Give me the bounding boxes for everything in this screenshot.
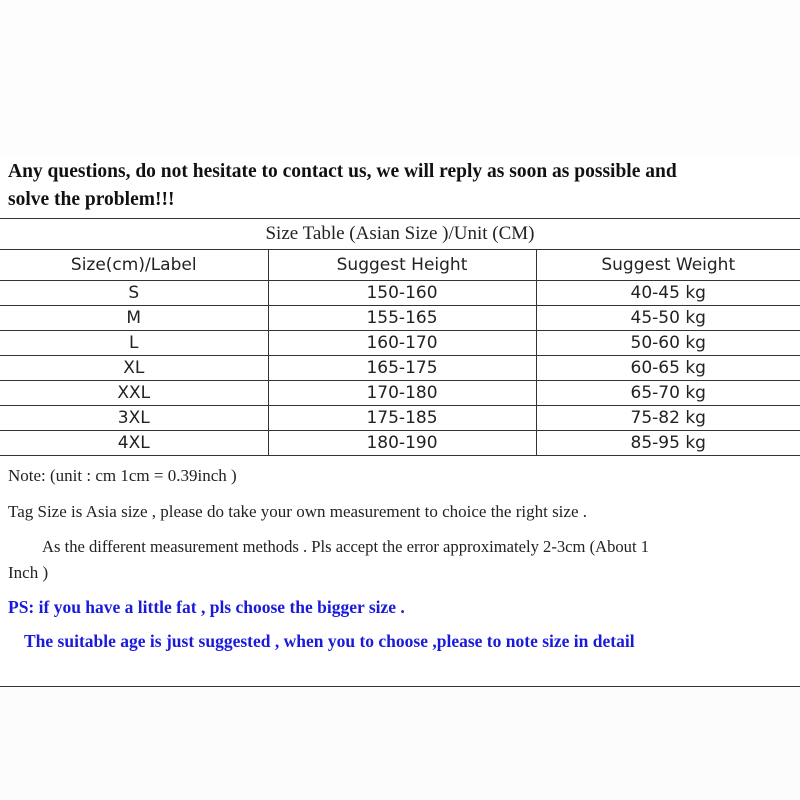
size-label-cell: S	[0, 281, 268, 306]
contact-headline	[8, 158, 798, 214]
height-cell: 165-175	[268, 356, 536, 381]
weight-cell: 75-82 kg	[536, 406, 800, 431]
column-header-weight: Suggest Weight	[536, 250, 800, 281]
table-row	[0, 306, 800, 331]
blank-top-area	[0, 0, 800, 155]
table-row	[0, 406, 800, 431]
size-table	[0, 218, 800, 456]
blank-bottom-area	[0, 688, 800, 800]
height-cell: 175-185	[268, 406, 536, 431]
table-caption: Size Table (Asian Size )/Unit (CM)	[0, 219, 800, 250]
size-label-cell: 3XL	[0, 406, 268, 431]
measurement-note-line-1: As the different measurement methods . Pls accept the error approximately 2-3cm (About 1	[42, 537, 650, 556]
ps-note: PS: if you have a little fat , pls choose the bigger size .	[8, 597, 405, 617]
headline-line-2: solve the problem!!!	[8, 189, 175, 210]
unit-note: Note: (unit : cm 1cm = 0.39inch )	[8, 466, 237, 485]
weight-cell: 60-65 kg	[536, 356, 800, 381]
weight-cell: 65-70 kg	[536, 381, 800, 406]
table-header-row	[0, 250, 800, 281]
table-row	[0, 381, 800, 406]
size-label-cell: 4XL	[0, 431, 268, 456]
table-row	[0, 281, 800, 306]
height-cell: 150-160	[268, 281, 536, 306]
size-label-cell: M	[0, 306, 268, 331]
bottom-divider	[0, 686, 800, 687]
size-label-cell: XL	[0, 356, 268, 381]
table-caption-row	[0, 219, 800, 250]
age-note: The suitable age is just suggested , when you to choose ,please to note size in detail	[24, 631, 635, 651]
table-row	[0, 431, 800, 456]
measurement-note-line-2: Inch )	[8, 563, 49, 582]
height-cell: 155-165	[268, 306, 536, 331]
size-label-cell: L	[0, 331, 268, 356]
column-header-height: Suggest Height	[268, 250, 536, 281]
table-row	[0, 331, 800, 356]
table-row	[0, 356, 800, 381]
weight-cell: 45-50 kg	[536, 306, 800, 331]
height-cell: 180-190	[268, 431, 536, 456]
weight-cell: 50-60 kg	[536, 331, 800, 356]
height-cell: 160-170	[268, 331, 536, 356]
weight-cell: 85-95 kg	[536, 431, 800, 456]
tag-size-note: Tag Size is Asia size , please do take your own measurement to choice the right size .	[8, 502, 587, 521]
size-label-cell: XXL	[0, 381, 268, 406]
weight-cell: 40-45 kg	[536, 281, 800, 306]
headline-line-1: Any questions, do not hesitate to contact us, we will reply as soon as possible and	[8, 161, 677, 182]
column-header-size: Size(cm)/Label	[0, 250, 268, 281]
height-cell: 170-180	[268, 381, 536, 406]
